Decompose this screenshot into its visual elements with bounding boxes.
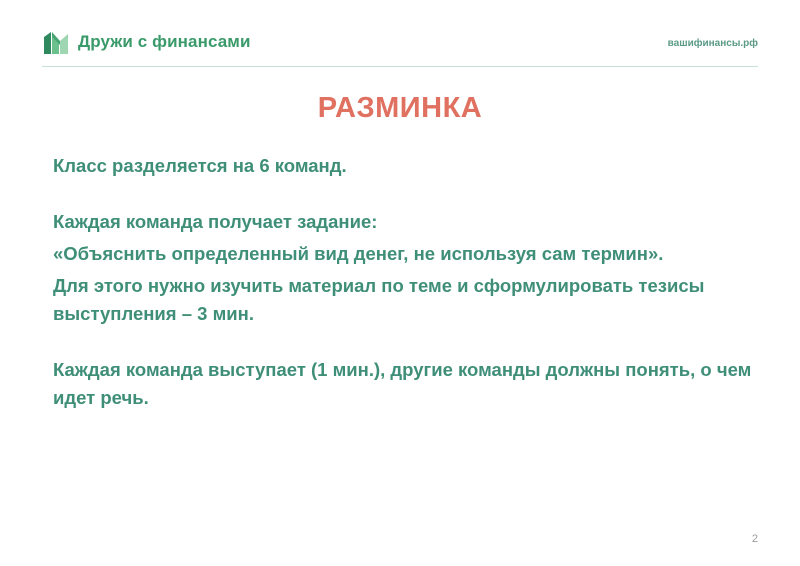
brand-name: Дружи с финансами [78, 32, 251, 51]
paragraph-presentation: Каждая команда выступает (1 мин.), другие команды должны понять, о чем идет речь. [53, 359, 752, 408]
brand-logo [42, 28, 251, 56]
slide-content [53, 152, 753, 412]
page-number: 2 [751, 533, 758, 545]
slide-title: РАЗМИНКА [317, 92, 483, 124]
slide-header [42, 28, 758, 64]
header-divider [42, 66, 758, 67]
paragraph-task: Каждая команда получает задание: [53, 211, 378, 232]
paragraph-prep: Для этого нужно изучить материал по теме и сформулировать тезисы выступления – 3 мин. [53, 275, 705, 324]
paragraph-task-quote: «Объяснить определенный вид денег, не используя сам термин». [53, 243, 664, 264]
paragraph-teams: Класс разделяется на 6 команд. [53, 155, 347, 176]
site-url[interactable]: вашифинансы.рф [667, 38, 758, 49]
logo-icon [42, 28, 70, 56]
